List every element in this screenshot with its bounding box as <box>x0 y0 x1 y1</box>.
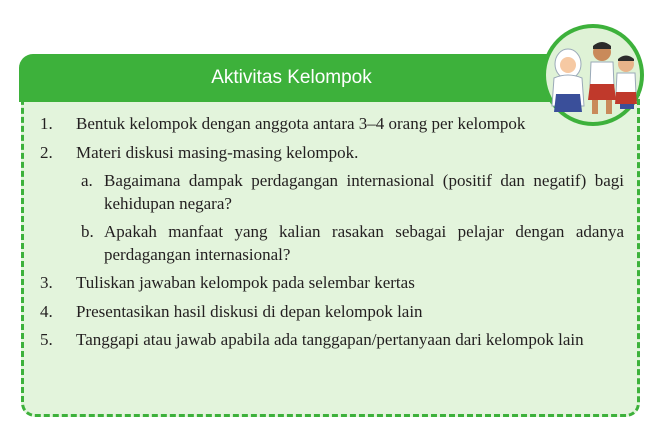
item-text: Materi diskusi masing-masing kelompok. <box>76 142 359 162</box>
item-number: 5. <box>40 330 53 349</box>
item-number: 4. <box>40 301 53 321</box>
list-item <box>40 272 624 295</box>
item-text: Bentuk kelompok dengan anggota antara 3–4 orang per kelompok <box>76 114 526 133</box>
list-item <box>40 301 624 324</box>
list-item <box>40 113 624 136</box>
card-title: Aktivitas Kelompok <box>211 67 372 88</box>
discussion-sublist <box>40 170 624 266</box>
activity-list <box>40 113 624 358</box>
list-item <box>40 329 624 352</box>
sub-list-item <box>81 221 624 266</box>
sub-list-item <box>81 170 624 215</box>
sub-item-text: Bagaimana dampak perdagangan internasional (positif dan negatif) bagi kehidupan negara? <box>104 171 624 213</box>
sub-item-text: Apakah manfaat yang kalian rasakan sebagai pelajar dengan adanya perdagangan internasional? <box>104 222 624 264</box>
item-number: 1. <box>40 114 53 133</box>
card-header <box>19 54 621 102</box>
item-text: Presentasikan hasil diskusi di depan kelompok lain <box>76 301 423 321</box>
item-number: 3. <box>40 273 53 292</box>
sub-item-letter: b. <box>81 222 94 241</box>
item-text: Tanggapi atau jawab apabila ada tanggapan/pertanyaan dari kelompok lain <box>76 330 584 349</box>
list-item <box>40 142 624 165</box>
sub-item-letter: a. <box>81 171 93 190</box>
item-number: 2. <box>40 142 53 162</box>
item-text: Tuliskan jawaban kelompok pada selembar kertas <box>76 273 415 292</box>
